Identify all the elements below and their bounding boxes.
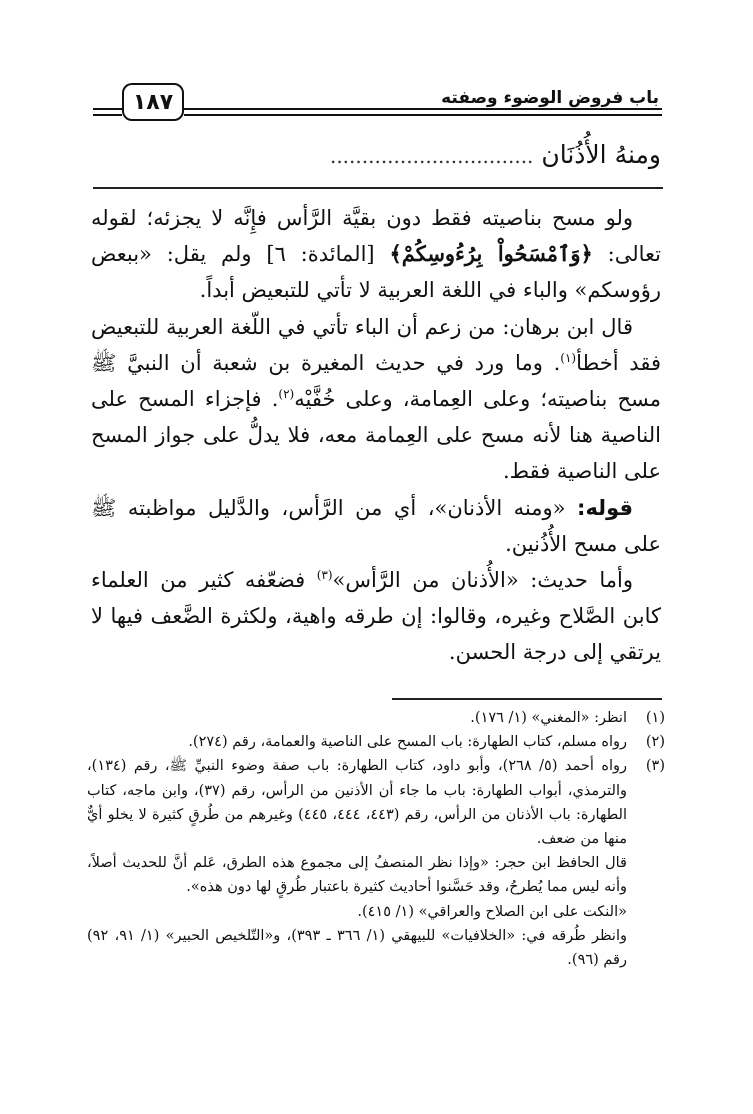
footnote-3-source: «النكت على ابن الصلاح والعراقي» (١/ ٤١٥). (357, 903, 627, 920)
header-rule-right-top (184, 108, 662, 110)
header-rule-left-bottom (93, 114, 122, 116)
footnote-1 (87, 706, 665, 730)
matn-text: ومنهُ الأُذُنَان (541, 140, 661, 169)
footnote-number: (١) (645, 710, 665, 726)
footnote-2 (87, 730, 665, 754)
footnote-ref-1: (١) (560, 350, 577, 365)
quran-verse: ﴿وَٱمْسَحُواْ بِرُءُوسِكُمْ﴾ (389, 241, 593, 267)
matn-quote: «ومنه الأذنان» (434, 495, 578, 520)
paragraph-3: قوله: «ومنه الأذنان»، أي من الرَّأس، والدَّليل مواظبته ﷺ على مسح الأُذُنين. (91, 495, 661, 556)
chapter-title: باب فروض الوضوء وصفته (441, 88, 659, 108)
footnote-text: رواه أحمد (٥/ ٢٦٨)، وأبو داود، كتاب الطهارة: باب صفة وضوء النبيِّ ﷺ، رقم (١٣٤)، والترمذي، أبواب الطهارة: باب ما جاء أن الأذنين من الرأس، رقم (٣٧)، وابن ماجه، كتاب الطهارة: باب الأذنان من الرأس، رقم (٤٤٣، ٤٤٤، ٤٤٥) وغيرهم من طُرقٍ كثيرة لا يخلو أيٌّ منها من ضعف. (87, 758, 628, 848)
footnote-separator (392, 698, 662, 700)
footnote-3-quote: قال الحافظ ابن حجر: «وإذا نظر المنصفُ إلى مجموع هذه الطرق، عَلم أنَّ للحديث أصلاً، وأنه ليس مما يُطرحُ، وقد حَسَّنوا أحاديث كثيرة باعتبار طُرقٍ لها دون هذه». (87, 855, 627, 896)
matn-line (81, 140, 661, 169)
paragraph-2: قال ابن برهان: من زعم أن الباء تأتي في اللّغة العربية للتبعيض فقد أخطأ$^{(١)}$. وما ورد في حديث المغيرة بن شعبة أن النبيَّ ﷺ مسح بناصيته؛ وعلى العِمامة، وعلى خُفَّيْه$^{(٢)}$. فإجزاء المسح على الناصية هنا لأنه مسح على العِمامة معه، فلا يدلُّ على جواز المسح على الناصية فقط. (91, 314, 661, 484)
matn-separator (93, 187, 663, 189)
page-number: ١٨٧ (122, 83, 184, 121)
footnote-number: (٢) (645, 734, 665, 751)
footnote-number: (٣) (645, 758, 665, 775)
matn-dots: ................................ (329, 144, 534, 168)
footnote-ref-3: (٣) (316, 568, 333, 583)
footnote-text: رواه مسلم، كتاب الطهارة: باب المسح على الناصية والعمامة، رقم (٢٧٤). (188, 734, 627, 751)
footnote-text: انظر: «المغني» (١/ ١٧٦). (470, 710, 627, 726)
footnote-3 (87, 754, 665, 851)
footnotes (87, 706, 665, 972)
body-text (91, 200, 661, 671)
paragraph-1: ولو مسح بناصيته فقط دون بقيَّة الرَّأس فإِنَّه لا يجزئه؛ لقوله تعالى: ﴿وَٱمْسَحُواْ بِرُءُوسِكُمْ﴾ [المائدة: ٦] ولم يقل: «ببعض رؤوسكم» والباء في اللغة العربية لا تأتي للتبعيض أبداً. (91, 206, 661, 303)
footnote-ref-2: (٢) (278, 387, 295, 402)
header-rule-left-top (93, 108, 122, 110)
qawl-label: قوله: (577, 495, 633, 520)
paragraph-4: وأما حديث: «الأُذنان من الرَّأس»$^{(٣)}$ فضعّفه كثير من العلماء كابن الصَّلاح وغيره، وقالوا: إن طرقه واهية، ولكثرة الضَّعف فيها لا يرتقي إلى درجة الحسن. (91, 568, 661, 665)
header-rule-right-bottom (184, 114, 662, 116)
footnote-3-see-also: وانظر طُرقه في: «الخلافيات» للبيهقي (١/ ٣٦٦ ـ ٣٩٣)، و«التّلخيص الحبير» (١/ ٩١، ٩٢) رقم (٩٦). (87, 927, 627, 969)
